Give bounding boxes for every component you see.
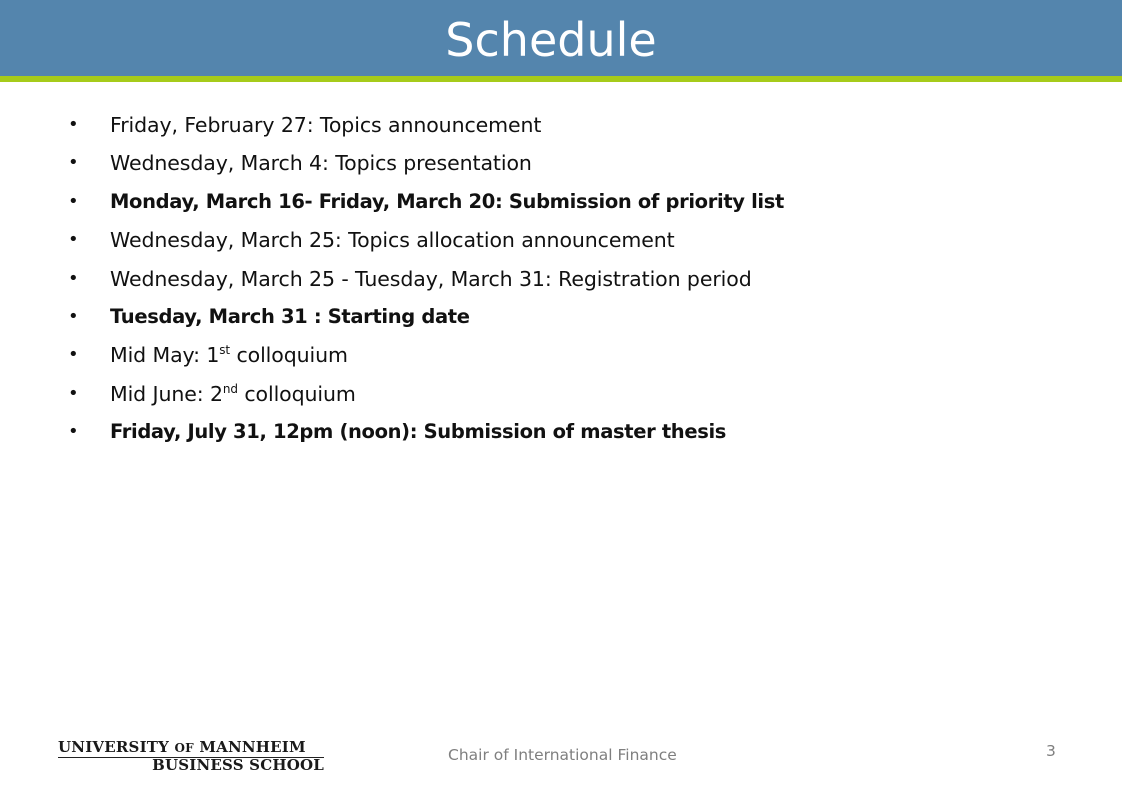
schedule-item-text: Wednesday, March 25 - Tuesday, March 31: Registration period bbox=[110, 266, 752, 291]
bullet-icon: • bbox=[68, 421, 79, 443]
schedule-item-text-after: colloquium bbox=[237, 381, 356, 406]
schedule-item-text-before: Mid May: 1 bbox=[110, 343, 220, 368]
schedule-item-text: Wednesday, March 25: Topics allocation announcement bbox=[110, 228, 675, 253]
schedule-item bbox=[0, 144, 1080, 182]
logo-line-business-school: BUSINESS SCHOOL bbox=[152, 756, 324, 774]
university-logo bbox=[58, 738, 326, 774]
ordinal-suffix: st bbox=[219, 343, 231, 358]
schedule-item bbox=[0, 221, 1080, 259]
bullet-icon: • bbox=[68, 152, 79, 174]
schedule-item-text-after: colloquium bbox=[230, 343, 348, 368]
schedule-list bbox=[0, 106, 1080, 452]
logo-line-university bbox=[58, 738, 306, 756]
bullet-icon: • bbox=[68, 190, 79, 212]
slide-title: Schedule bbox=[445, 13, 657, 67]
logo-word-university: UNIVERSITY bbox=[58, 738, 170, 756]
footer-chair-name: Chair of International Finance bbox=[448, 746, 677, 764]
schedule-item-text: Friday, July 31, 12pm (noon): Submission of master thesis bbox=[110, 420, 727, 444]
schedule-item-text: Tuesday, March 31 : Starting date bbox=[110, 304, 470, 328]
schedule-item bbox=[0, 183, 1080, 221]
logo-word-mannheim: MANNHEIM bbox=[199, 738, 306, 756]
schedule-item bbox=[0, 260, 1080, 298]
schedule-item bbox=[0, 106, 1080, 144]
bullet-icon: • bbox=[68, 114, 79, 135]
schedule-item-text: Wednesday, March 4: Topics presentation bbox=[110, 151, 532, 176]
logo-word-of: OF bbox=[174, 741, 194, 755]
bullet-icon: • bbox=[68, 229, 79, 251]
schedule-item bbox=[0, 298, 1080, 336]
ordinal-suffix: nd bbox=[222, 381, 238, 396]
bullet-icon: • bbox=[68, 382, 79, 404]
schedule-item bbox=[0, 375, 1080, 413]
schedule-item-text: Friday, February 27: Topics announcement bbox=[110, 113, 542, 137]
bullet-icon: • bbox=[68, 305, 79, 327]
schedule-item bbox=[0, 336, 1080, 374]
schedule-item-text: Monday, March 16- Friday, March 20: Submission of priority list bbox=[110, 189, 784, 213]
schedule-item bbox=[0, 413, 1080, 451]
bullet-icon: • bbox=[68, 267, 79, 289]
title-bar bbox=[0, 0, 1122, 76]
title-accent-rule bbox=[0, 76, 1122, 82]
bullet-icon: • bbox=[68, 344, 79, 366]
page-number: 3 bbox=[1046, 742, 1056, 760]
schedule-item-text-before: Mid June: 2 bbox=[110, 381, 223, 406]
